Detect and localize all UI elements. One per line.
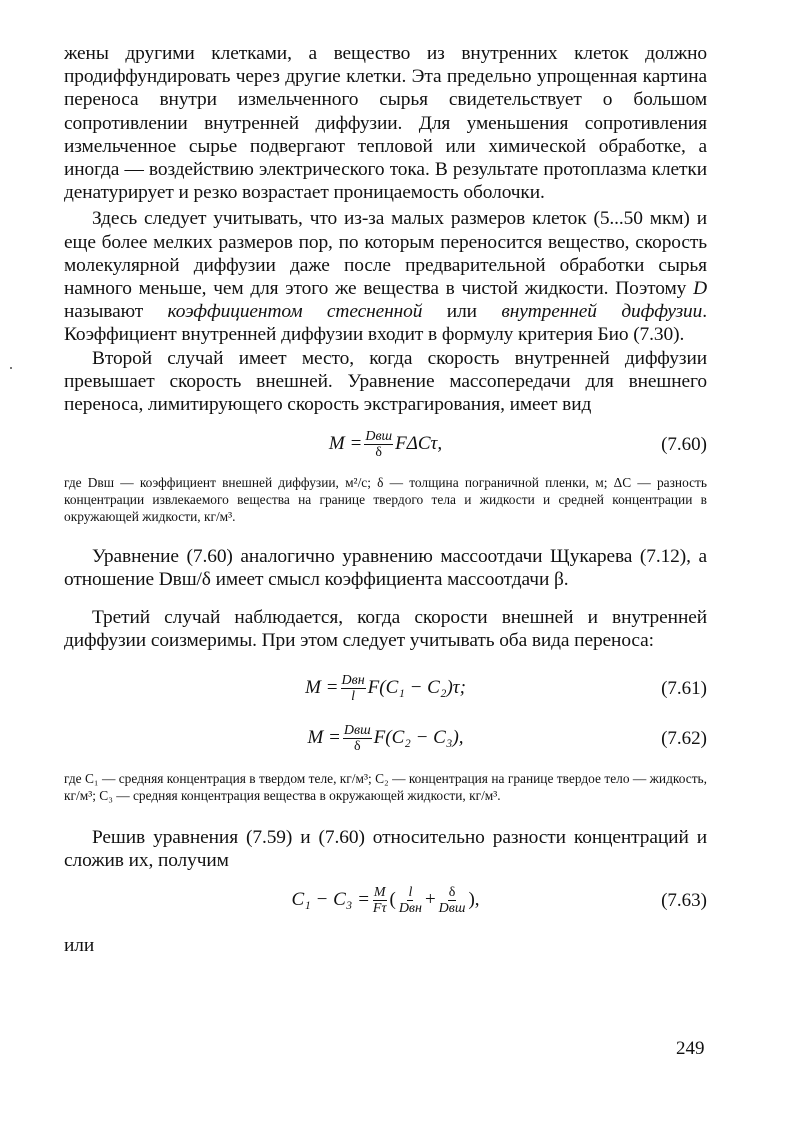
p2-text-a: Здесь следует учитывать, что из-за малых размеров клеток (5...50 мкм) и еще более мелких размеров пор, по которым переносится вещество, скорость молекулярной диффузии даже после предварительной обработки сырья намного меньше, чем для этого же вещества в чистой жидкости. Поэтому xyxy=(64,208,707,300)
paragraph-6: Решив уравнения (7.59) и (7.60) относительно разности концентраций и сложив их, получим xyxy=(64,827,707,872)
eq-rest: F(C₁ − C₂)τ; xyxy=(367,677,466,699)
paragraph-2 xyxy=(64,207,707,346)
equation-number: (7.60) xyxy=(661,434,707,456)
eq-fraction: $\frac{\text{Dвш}}{\delta}$ xyxy=(343,722,371,754)
page-number: 249 xyxy=(676,1038,705,1059)
paragraph-5: Третий случай наблюдается, когда скорости внешней и внутренней диффузии соизмеримы. При этом следует учитывать оба вида переноса: xyxy=(64,606,707,651)
equation-number: (7.61) xyxy=(661,678,707,700)
eq-fraction-main: $\frac{M}{F\tau}$ xyxy=(372,884,387,916)
p2-symbol-d: D xyxy=(693,278,707,300)
equation-7-62 xyxy=(64,714,707,762)
eq-lhs: M = xyxy=(305,677,339,699)
p2-text-d: . Коэффициент внутренней диффузии входит в формулу критерия Био (7.30). xyxy=(64,301,707,346)
equation-7-60 xyxy=(64,420,707,468)
document-page xyxy=(64,42,707,958)
eq-fraction: $\frac{\text{Dвн}}{l}$ xyxy=(341,672,365,704)
note-2: где C₁ — средняя концентрация в твердом теле, кг/м³; C₂ — концентрация на границе твердое тело — жидкость, кг/м³; C₃ — средняя концентрация вещества в окружающей жидкости, кг/м³. xyxy=(64,771,707,804)
eq-plus: + xyxy=(424,889,436,911)
eq-fraction: $\frac{\text{Dвш}}{\delta}$ xyxy=(365,428,393,460)
equation-7-60-body xyxy=(64,420,707,468)
eq-lhs: M = xyxy=(328,433,363,455)
paragraph-4: Уравнение (7.60) аналогично уравнению массоотдачи Щукарева (7.12), а отношение Dвш/δ имеет смысл коэффициента массоотдачи β. xyxy=(64,546,707,591)
term-internal-diffusion: внутренней диффузии xyxy=(501,301,703,323)
equation-number: (7.62) xyxy=(661,728,707,750)
eq-fraction-internal: $\frac{l}{\text{Dвн}}$ xyxy=(398,884,422,916)
equation-7-63-body xyxy=(64,876,707,924)
paragraph-7: или xyxy=(64,935,95,957)
paragraph-3: Второй случай имеет место, когда скорость внутренней диффузии превышает скорость внешней. Уравнение массопередачи для внешнего переноса, лимитирующего скорость экстрагирования, имеет вид xyxy=(64,347,707,416)
paragraph-1: жены другими клетками, а вещество из внутренних клеток должно продиффундировать через другие клетки. Эта предельно упрощенная картина переноса внутри измельченного сырья свидетельствует о большом сопротивлении внутренней диффузии. Для уменьшения сопротивления измельченное сырье подвергают тепловой или химической обработке, а иногда — воздействию электрического тока. В результате протоплазма клетки денатурирует и резко возрастает проницаемость оболочки. xyxy=(64,43,707,204)
eq-paren-close: ), xyxy=(468,889,480,911)
margin-dot xyxy=(10,367,12,369)
equation-7-61 xyxy=(64,664,707,712)
term-constrained-diffusion: коэффициентом стесненной xyxy=(167,301,423,323)
p2-text-b: называют xyxy=(64,301,168,323)
equation-7-62-body xyxy=(64,714,707,762)
eq-rest: FΔCτ, xyxy=(395,433,443,455)
eq-rest: F(C₂ − C₃), xyxy=(373,727,464,749)
equation-7-63 xyxy=(64,876,707,924)
eq-fraction-external: $\frac{\delta}{\text{Dвш}}$ xyxy=(438,884,466,916)
eq-lhs: M = xyxy=(307,727,341,749)
note-1: где Dвш — коэффициент внешней диффузии, м²/с; δ — толщина пограничной пленки, м; ΔC — разность концентрации извлекаемого вещества на границе твердого тела и жидкости и средней концентрации в окружающей жидкости, кг/м³. xyxy=(64,475,707,525)
eq-lhs: C₁ − C₃ = xyxy=(291,889,370,911)
equation-7-61-body xyxy=(64,664,707,712)
eq-paren-open: ( xyxy=(389,889,396,911)
p2-text-c: или xyxy=(422,301,502,323)
equation-number: (7.63) xyxy=(661,890,707,912)
